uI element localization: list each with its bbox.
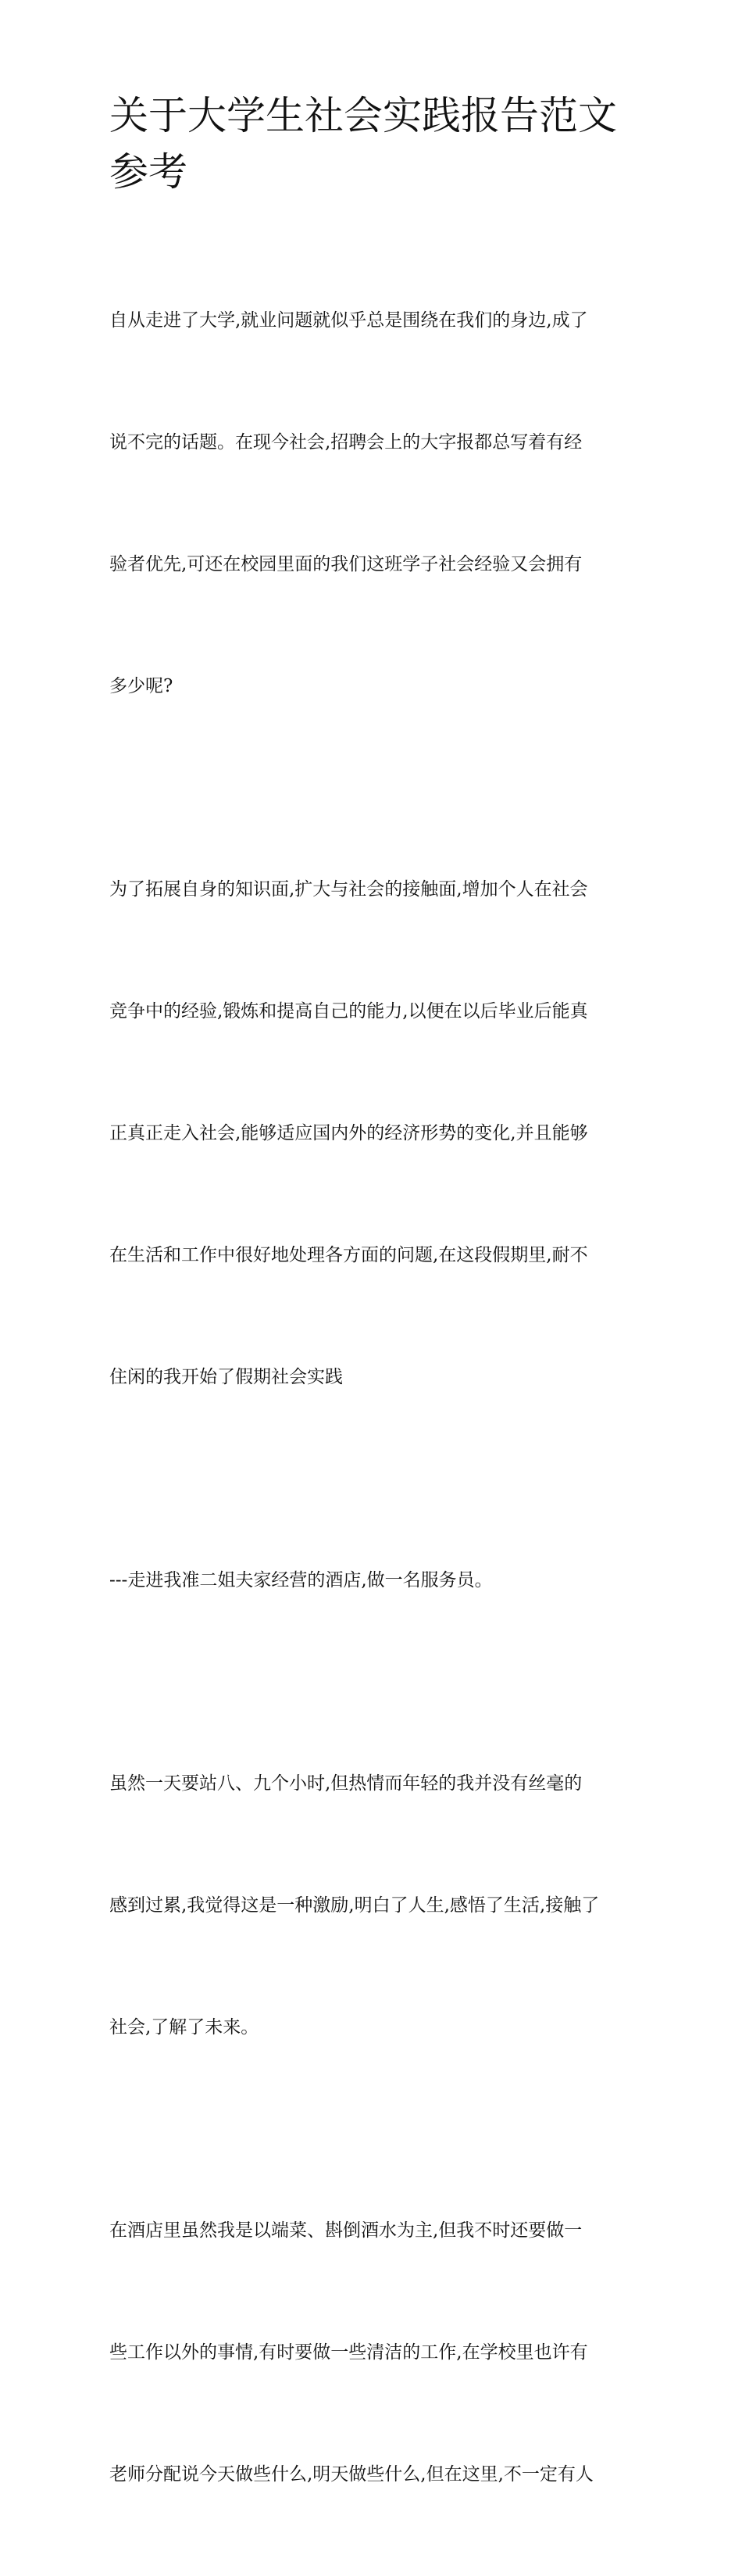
text-line: 竞争中的经验,锻炼和提高自己的能力,以便在以后毕业后能真 (109, 1001, 588, 1021)
text-line: 住闲的我开始了假期社会实践 (109, 1367, 343, 1387)
text-line: 在酒店里虽然我是以端菜、斟倒酒水为主,但我不时还要做一 (109, 2220, 583, 2241)
text-line: 在生活和工作中很好地处理各方面的问题,在这段假期里,耐不 (109, 1245, 588, 1265)
text-line: 为了拓展自身的知识面,扩大与社会的接触面,增加个人在社会 (109, 879, 588, 900)
text-line: ---走进我准二姐夫家经营的酒店,做一名服务员。 (109, 1570, 493, 1590)
title-line: 关于大学生社会实践报告范文 (109, 93, 617, 138)
text-line: 正真正走入社会,能够适应国内外的经济形势的变化,并且能够 (109, 1123, 588, 1143)
text-line: 自从走进了大学,就业问题就似乎总是围绕在我们的身边,成了 (109, 310, 588, 331)
text-line: 多少呢? (109, 676, 173, 696)
text-line: 些工作以外的事情,有时要做一些清洁的工作,在学校里也许有 (109, 2342, 588, 2363)
paragraph (109, 788, 633, 1479)
paragraph (109, 2129, 633, 2576)
title-line: 参考 (109, 149, 187, 195)
text-line: 验者优先,可还在校园里面的我们这班学子社会经验又会拥有 (109, 554, 583, 574)
text-line: 感到过累,我觉得这是一种激励,明白了人生,感悟了生活,接触了 (109, 1895, 600, 1916)
text-line: 老师分配说今天做些什么,明天做些什么,但在这里,不一定有人 (109, 2464, 594, 2485)
document-content (109, 88, 633, 2576)
text-line: 社会,了解了未来。 (109, 2017, 259, 2038)
document-title (109, 88, 633, 200)
text-line: 说不完的话题。在现今社会,招聘会上的大字报都总写着有经 (109, 432, 583, 453)
text-line: 虽然一天要站八、九个小时,但热情而年轻的我并没有丝毫的 (109, 1773, 583, 1794)
paragraph (109, 1479, 633, 1682)
paragraph (109, 1682, 633, 2129)
paragraph (109, 219, 633, 788)
document-body (109, 219, 633, 2576)
